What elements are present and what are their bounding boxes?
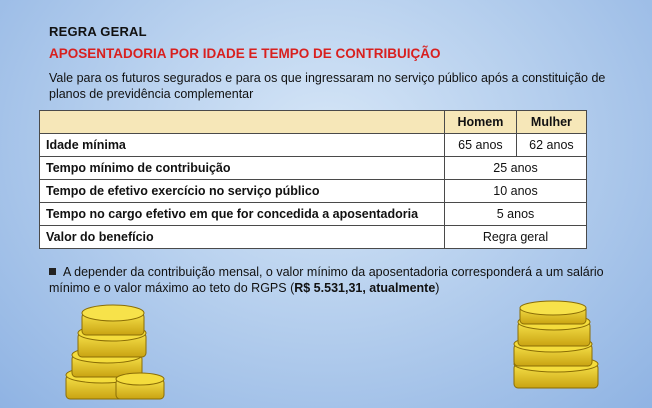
row-label: Tempo de efetivo exercício no serviço público — [40, 180, 445, 203]
coin-stack-icon — [58, 295, 168, 408]
row-label: Valor do benefício — [40, 226, 445, 249]
header-men: Homem — [445, 111, 517, 134]
row-value: 25 anos — [445, 157, 587, 180]
row-label: Idade mínima — [40, 134, 445, 157]
bullet-icon — [49, 268, 56, 275]
row-value-women: 62 anos — [516, 134, 586, 157]
row-label: Tempo no cargo efetivo em que for concedida a aposentadoria — [40, 203, 445, 226]
table-row — [40, 226, 587, 249]
rules-table — [39, 110, 587, 249]
coin-stack-icon — [508, 300, 606, 400]
header-women: Mulher — [516, 111, 586, 134]
table-row — [40, 157, 587, 180]
table-row — [40, 134, 587, 157]
row-value: Regra geral — [445, 226, 587, 249]
footnote-end: ) — [435, 281, 440, 295]
footnote-highlight: R$ 5.531,31, atualmente — [294, 281, 436, 295]
row-value-men: 65 anos — [445, 134, 517, 157]
header-empty-cell — [40, 111, 445, 134]
table-row — [40, 203, 587, 226]
section-label: REGRA GERAL — [49, 24, 147, 39]
table-header-row — [40, 111, 587, 134]
footnote-text: A depender da contribuição mensal, o valor mínimo da aposentadoria corresponderá a um salário mínimo e o valor máximo ao teto do RGPS ( — [49, 265, 604, 295]
row-label: Tempo mínimo de contribuição — [40, 157, 445, 180]
footnote — [49, 264, 609, 296]
headline: APOSENTADORIA POR IDADE E TEMPO DE CONTRIBUIÇÃO — [49, 46, 441, 61]
intro-text: Vale para os futuros segurados e para os que ingressaram no serviço público após a constituição de planos de previdência complementar — [49, 71, 606, 101]
table-row — [40, 180, 587, 203]
row-value: 10 anos — [445, 180, 587, 203]
row-value: 5 anos — [445, 203, 587, 226]
